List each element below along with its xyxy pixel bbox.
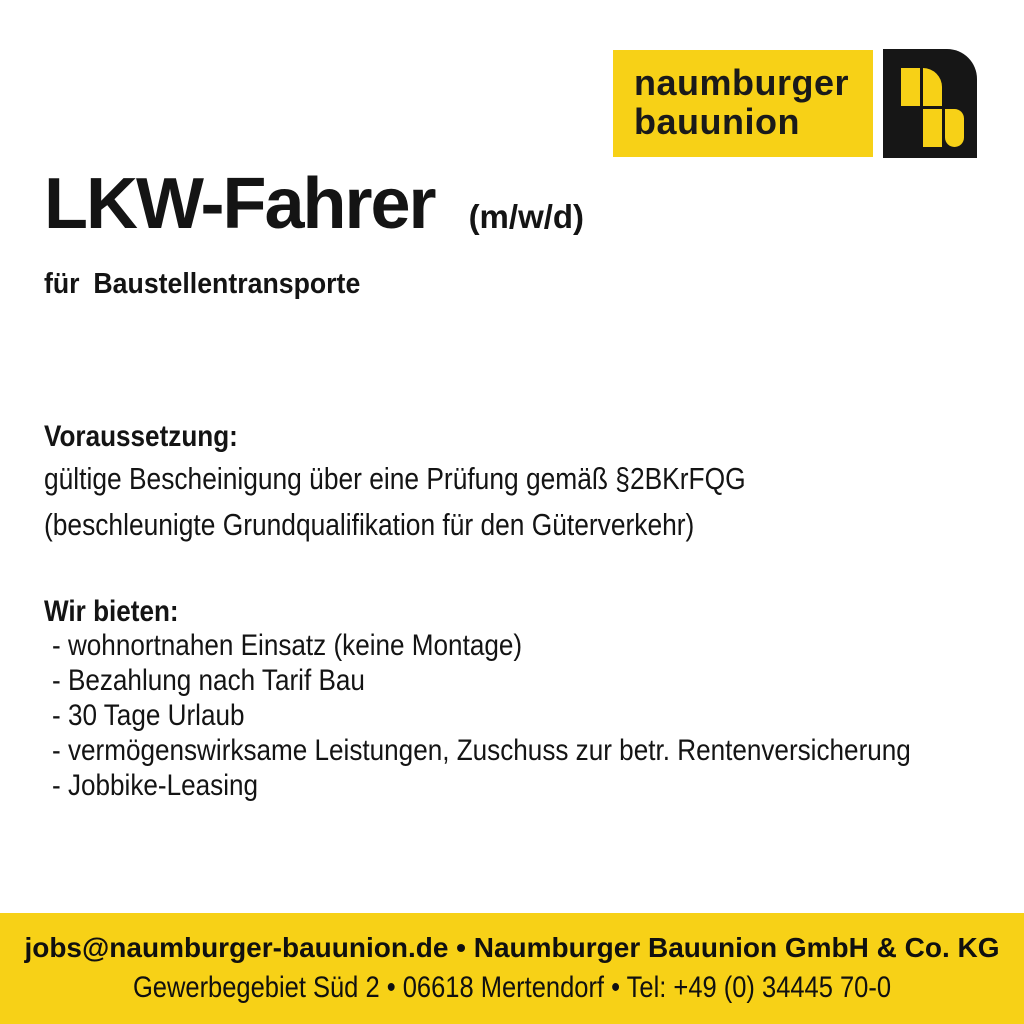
list-item: - Jobbike-Leasing (52, 769, 259, 802)
requirements-heading: Voraussetzung: (44, 420, 238, 453)
page-title: LKW-Fahrer (44, 164, 435, 244)
monogram-bar-bottom-left (923, 109, 942, 147)
monogram-drop-bottom-right (945, 109, 964, 147)
job-subtitle: für Baustellentransporte (44, 268, 361, 300)
offer-heading: Wir bieten: (44, 595, 179, 628)
monogram-bar-top-left (901, 68, 920, 106)
footer-address-line: Gewerbegebiet Süd 2 • 06618 Mertendorf • Tel: +49 (0) 34445 70-0 (132, 971, 892, 1004)
logo-wordmark-line1: naumburger (634, 62, 850, 103)
logo-wordmark (613, 50, 873, 157)
contact-footer (0, 913, 1024, 1024)
footer-contact-line: jobs@naumburger-bauunion.de • Naumburger Bauunion GmbH & Co. KG (24, 932, 1000, 963)
list-item: - wohnortnahen Einsatz (keine Montage) (52, 629, 523, 662)
list-item: - vermögenswirksame Leistungen, Zuschuss zur betr. Rentenversicherung (52, 734, 911, 767)
list-item: - 30 Tage Urlaub (52, 699, 245, 732)
requirements-text (44, 456, 869, 548)
headline (44, 164, 585, 244)
gender-suffix: (m/w/d) (468, 198, 585, 235)
requirements-line-2: (beschleunigte Grundqualifikation für den Güterverkehr) (44, 507, 695, 542)
bauunion-monogram-icon (883, 49, 977, 158)
list-item: - Bezahlung nach Tarif Bau (52, 664, 365, 697)
requirements-line-1: gültige Bescheinigung über eine Prüfung gemäß §2BKrFQG (44, 461, 746, 496)
offer-list (52, 628, 1024, 803)
logo-wordmark-line2: bauunion (634, 101, 800, 142)
monogram-arc-top-right (923, 68, 942, 106)
